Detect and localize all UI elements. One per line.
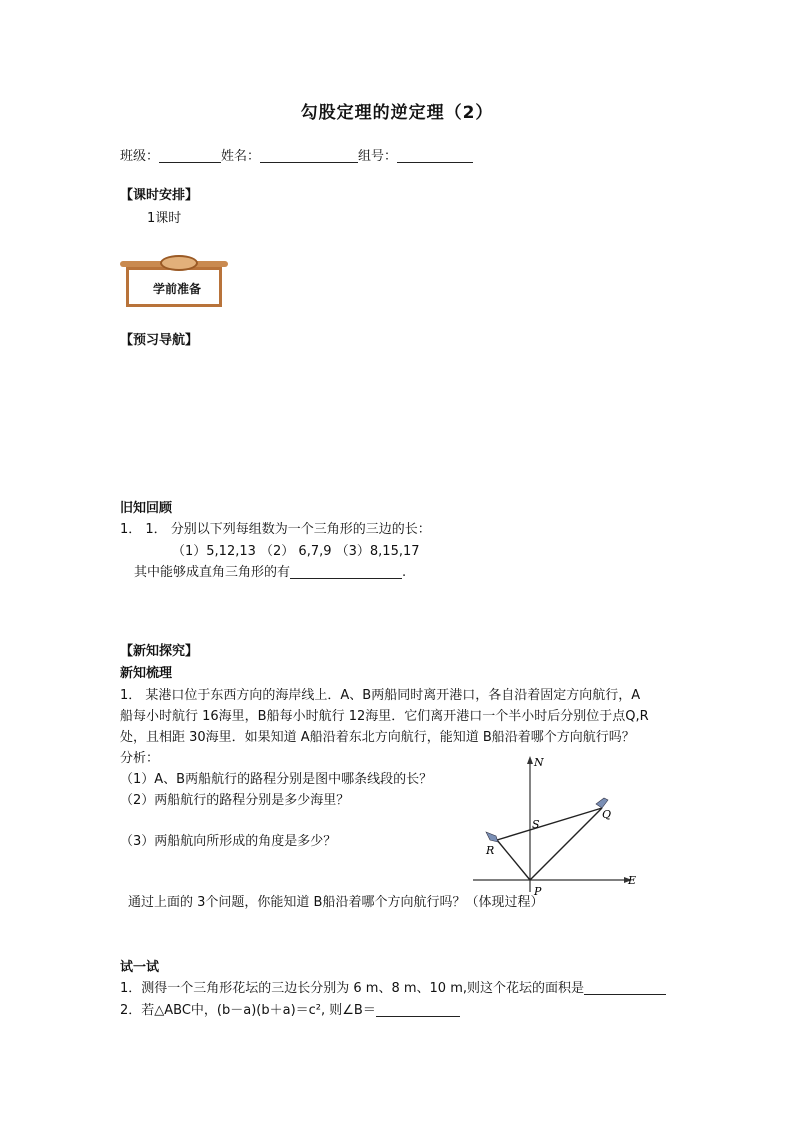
preview-heading: 【预习导航】 bbox=[120, 333, 199, 348]
name-blank[interactable] bbox=[260, 148, 358, 163]
class-blank[interactable] bbox=[159, 148, 221, 163]
try-q2 bbox=[120, 999, 460, 1018]
group-label: 组号： bbox=[358, 149, 398, 164]
review-q1-blank[interactable] bbox=[290, 564, 402, 579]
group-blank[interactable] bbox=[397, 148, 473, 163]
ship-a-icon bbox=[596, 798, 608, 808]
problem-line-3: 处，且相距 30海里．如果知道 A船沿着东北方向航行，能知道 B船沿着哪个方向航行吗？ bbox=[120, 730, 635, 745]
north-arrow-icon bbox=[527, 756, 533, 764]
try-q1-text: 1．测得一个三角形花坛的三边长分别为 6 m、8 m、10 m,则这个花坛的面积是 bbox=[120, 981, 585, 996]
label-e: E bbox=[628, 874, 637, 887]
header-fields bbox=[120, 145, 473, 164]
try-heading: 试一试 bbox=[120, 960, 160, 975]
try-q1-blank[interactable] bbox=[584, 980, 666, 995]
review-q1-ask-suffix: . bbox=[402, 565, 407, 580]
analysis-q3: （3）两船航向所形成的角度是多少？ bbox=[120, 834, 337, 849]
banner-label: 学前准备 bbox=[152, 282, 201, 296]
label-s: S bbox=[532, 818, 540, 831]
schedule-heading: 【课时安排】 bbox=[120, 188, 199, 203]
label-p: P bbox=[534, 885, 542, 898]
review-q1-ask bbox=[134, 561, 406, 580]
analysis-label: 分析： bbox=[120, 751, 160, 766]
ship-b-icon bbox=[486, 832, 498, 842]
label-r: R bbox=[486, 844, 495, 857]
page-title: 勾股定理的逆定理（2） bbox=[300, 103, 494, 123]
review-q1: 1． 1． 分别以下列每组数为一个三角形的三边的长： bbox=[120, 522, 431, 537]
schedule-value: 1课时 bbox=[147, 211, 182, 226]
problem-line-2: 船每小时航行 16海里，B船每小时航行 12海里．它们离开港口一个半小时后分别位于点Q,R bbox=[120, 709, 649, 724]
review-heading: 旧知回顾 bbox=[120, 501, 173, 516]
banner-knot-icon bbox=[160, 255, 198, 271]
class-label: 班级： bbox=[120, 149, 160, 164]
banner bbox=[120, 255, 230, 310]
analysis-q1: （1）A、B两船航行的路程分别是图中哪条线段的长？ bbox=[120, 772, 433, 787]
banner-frame bbox=[126, 267, 222, 307]
explore-heading: 【新知探究】 bbox=[120, 644, 199, 659]
try-q2-blank[interactable] bbox=[376, 1002, 460, 1017]
try-q2-text: 2．若△ABC中，(b－a)(b＋a)＝c², 则∠B＝ bbox=[120, 1003, 376, 1018]
analysis-q2: （2）两船航行的路程分别是多少海里？ bbox=[120, 793, 350, 808]
try-q1 bbox=[120, 977, 666, 996]
segment-pr bbox=[497, 840, 530, 880]
review-q1-sets: （1）5,12,13 （2） 6,7,9 （3）8,15,17 bbox=[172, 544, 420, 559]
label-n: N bbox=[534, 756, 544, 769]
conclusion-question: 通过上面的 3个问题，你能知道 B船沿着哪个方向航行吗？（体现过程） bbox=[128, 895, 544, 910]
problem-line-1: 1． 某港口位于东西方向的海岸线上．A、B两船同时离开港口，各自沿着固定方向航行，A bbox=[120, 688, 641, 703]
review-q1-ask-text: 其中能够成直角三角形的有 bbox=[134, 565, 291, 580]
navigation-diagram bbox=[468, 752, 648, 902]
label-q: Q bbox=[602, 808, 612, 821]
explore-subheading: 新知梳理 bbox=[120, 666, 173, 681]
name-label: 姓名： bbox=[221, 149, 261, 164]
